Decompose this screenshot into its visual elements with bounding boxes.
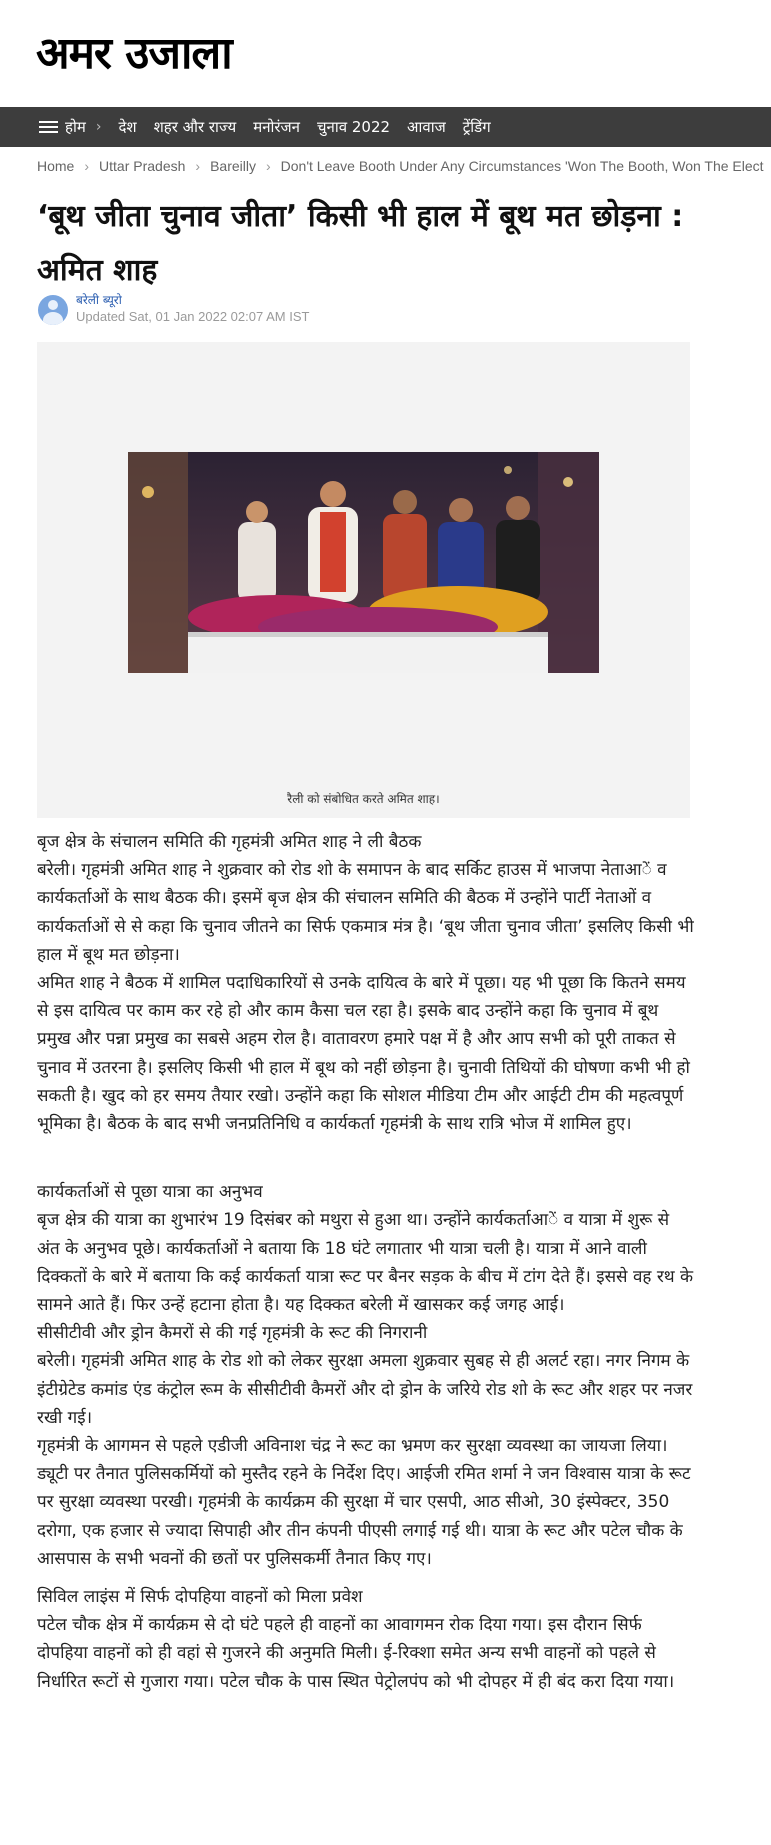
byline (38, 292, 309, 326)
breadcrumb-state[interactable]: Uttar Pradesh (99, 158, 186, 174)
updated-timestamp: Updated Sat, 01 Jan 2022 02:07 AM IST (76, 309, 310, 324)
article-headline: ‘बूथ जीता चुनाव जीता’ किसी भी हाल में बूथ मत छोड़ना : अमित शाह (37, 199, 684, 288)
article-photo (128, 452, 599, 673)
article-paragraph: बरेली। गृहमंत्री अमित शाह ने शुक्रवार को रोड शो के समापन के बाद सर्किट हाउस में भाजपा नेताआें व कार्यकर्ताओं के साथ बैठक की। इसमें बृज क्षेत्र की संचालन समिति की बैठक में उन्होंने पार्टी नेताओं व कार्यकर्ताओं से से कहा कि चुनाव जीतने का सिर्फ एकमात्र मंत्र है। ‘बूथ जीता चुनाव जीता’ इसलिए किसी भी हाल में बूथ मत छोड़ना। (37, 860, 694, 965)
masthead (0, 0, 771, 107)
paragraph-gap (37, 1573, 697, 1583)
article-paragraph: गृहमंत्री के आगमन से पहले एडीजी अविनाश चंद्र ने रूट का भ्रमण कर सुरक्षा व्यवस्था का जायजा लिया। ड्यूटी पर तैनात पुलिसकर्मियों को मुस्तैद रहने के निर्देश दिए। आईजी रमित शर्मा ने जन विश्वास यात्रा के रूट पर सुरक्षा व्यवस्था परखी। गृहमंत्री के कार्यक्रम की सुरक्षा में चार एसपी, आठ सीओ, 30 इंस्पेक्टर, 350 दरोगा, एक हजार से ज्यादा सिपाही और तीन कंपनी पीएसी लगाई गई थी। यात्रा के रूट और पटेल चौक के आसपास के सभी भवनों की छतों पर पुलिसकर्मी तैनात किए गए। (37, 1436, 691, 1569)
nav-item-desh[interactable]: देश (118, 118, 137, 136)
paragraph-gap (37, 1138, 697, 1178)
article-subheading: सिविल लाइंस में सिर्फ दोपहिया वाहनों को मिला प्रवेश (37, 1587, 363, 1608)
nav-item-home[interactable]: होम (65, 118, 86, 136)
author-link[interactable]: बरेली ब्यूरो (76, 293, 122, 307)
breadcrumb (37, 158, 771, 174)
article-subheading: कार्यकर्ताओं से पूछा यात्रा का अनुभव (37, 1182, 263, 1203)
nav-item-city-state[interactable]: शहर और राज्य (153, 118, 237, 136)
nav-item-awaaz[interactable]: आवाज (407, 118, 446, 136)
article-figure (37, 342, 690, 818)
site-logo[interactable]: अमर उजाला (36, 28, 232, 79)
nav-item-elections[interactable]: चुनाव 2022 (317, 118, 391, 136)
chevron-right-icon: › (95, 119, 102, 135)
user-avatar-icon (38, 295, 68, 325)
chevron-right-icon: › (84, 158, 90, 174)
article-paragraph: बरेली। गृहमंत्री अमित शाह के रोड शो को लेकर सुरक्षा अमला शुक्रवार सुबह से ही अलर्ट रहा। नगर निगम के इंटीग्रेटेड कमांड एंड कंट्रोल रूम के सीसीटीवी कैमरों और दो ड्रोन के जरिये रोड शो के रूट और शहर पर नजर रखी गई। (37, 1351, 693, 1428)
main-navbar (0, 107, 771, 147)
article-paragraph: बृज क्षेत्र की यात्रा का शुभारंभ 19 दिसंबर को मथुरा से हुआ था। उन्होंने कार्यकर्ताआें व यात्रा में शुरू से अंत के अनुभव पूछे। कार्यकर्ताओं ने बताया कि 18 घंटे लगातार भी यात्रा चली है। यात्रा में आने वाली दिक्कतों के बारे में बताया कि कई कार्यकर्ता यात्रा रूट पर बैनर सड़क के बीच में टांग देते हैं। इससे वह रथ के सामने आते हैं। फिर उन्हें हटाना होता है। यह दिक्कत बरेली में खासकर कई जगह आई। (37, 1210, 694, 1316)
article-paragraph: अमित शाह ने बैठक में शामिल पदाधिकारियों से उनके दायित्व के बारे में पूछा। यह भी पूछा कि कितने समय से इस दायित्व पर काम कर रहे हो और काम कैसा चल रहा है। इसके बाद उन्होंने कहा कि चुनाव में बूथ प्रमुख और पन्ना प्रमुख का सबसे अहम रोल है। वातावरण हमारे पक्ष में है और आप सभी को पूरी ताकत से चुनाव में उतरना है। इसलिए किसी भी हाल में बूथ को नहीं छोड़ना है। चुनावी तिथियों की घोषणा कभी भी हो सकती है। खुद को हर समय तैयार रखो। उन्होंने कहा कि सोशल मीडिया टीम और आईटी टीम की महत्वपूर्ण भूमिका है। बैठक के बाद सभी जनप्रतिनिधि व कार्यकर्ता गृहमंत्री के साथ रात्रि भोज में शामिल हुए। (37, 973, 690, 1135)
chevron-right-icon: › (195, 158, 201, 174)
hamburger-menu-icon[interactable] (39, 121, 58, 133)
nav-item-trending[interactable]: ट्रेंडिंग (462, 118, 491, 136)
article-subheading: बृज क्षेत्र के संचालन समिति की गृहमंत्री अमित शाह ने ली बैठक (37, 832, 422, 852)
photo-caption: रैली को संबोधित करते अमित शाह। (287, 792, 440, 806)
article-subheading: सीसीटीवी और ड्रोन कैमरों से की गई गृहमंत्री के रूट की निगरानी (37, 1323, 428, 1344)
chevron-right-icon: › (265, 158, 271, 174)
breadcrumb-home[interactable]: Home (37, 158, 75, 174)
breadcrumb-city[interactable]: Bareilly (210, 158, 256, 174)
breadcrumb-current: Don't Leave Booth Under Any Circumstances 'Won The Booth, Won The Elect (280, 158, 764, 174)
article-paragraph: पटेल चौक क्षेत्र में कार्यक्रम से दो घंटे पहले ही वाहनों का आवागमन रोक दिया गया। इस दौरान सिर्फ दोपहिया वाहनों को ही वहां से गुजरने की अनुमति मिली। ई-रिक्शा समेत अन्य सभी वाहनों को पहले से निर्धारित रूटों से गुजारा गया। पटेल चौक के पास स्थित पेट्रोलपंप को भी दोपहर में ही बंद करा दिया गया। (37, 1615, 675, 1692)
nav-item-entertainment[interactable]: मनोरंजन (253, 118, 301, 136)
article-body (37, 828, 697, 1696)
